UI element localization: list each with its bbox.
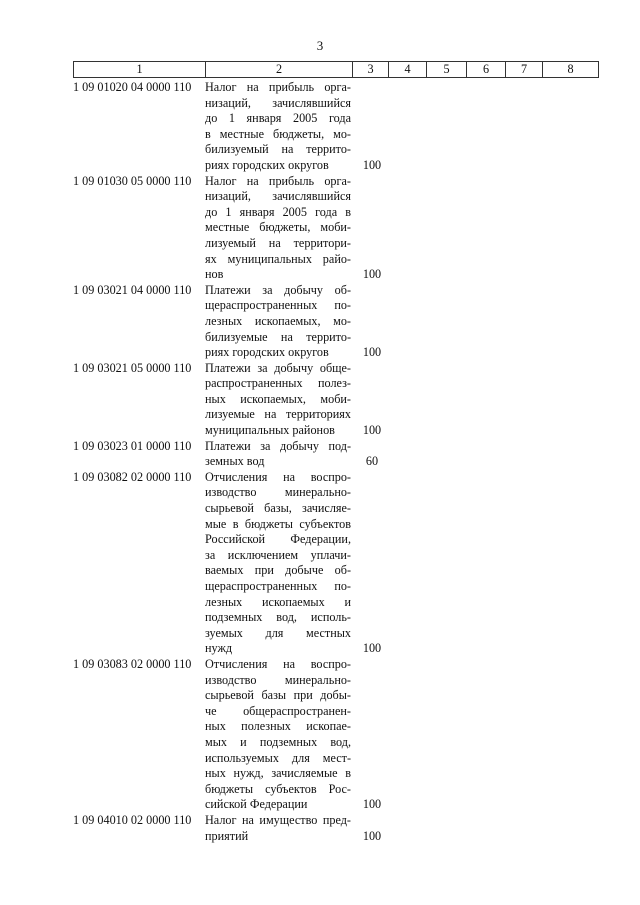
description-line: билизуемый на террито-: [205, 142, 351, 157]
description-line: Отчисления на воспро-: [205, 469, 351, 484]
description-line: щераспространенных по-: [205, 579, 351, 593]
norm-value: [351, 470, 390, 657]
income-description: [205, 174, 351, 283]
col-header-2: 2: [206, 62, 353, 78]
budget-code: 1 09 03021 04 0000 110: [73, 282, 192, 297]
col-header-1: 1: [74, 62, 206, 78]
table-row: [73, 813, 598, 844]
description-line: щераспространенных по-: [205, 298, 351, 313]
description-line: ваемых при добыче об-: [205, 563, 351, 578]
description-line: Налог на прибыль орга-: [205, 173, 351, 188]
budget-code: 1 09 04010 02 0000 110: [73, 812, 192, 827]
col-header-3: 3: [353, 62, 389, 78]
income-description: [205, 361, 351, 439]
description-line: Российской Федерации,: [205, 532, 351, 547]
description-line: за исключением уплачи-: [205, 547, 351, 562]
norm-value: [351, 283, 390, 361]
norm-value-text: 100: [362, 157, 382, 172]
description-line: ных полезных ископае-: [205, 719, 351, 734]
norm-value: [351, 361, 390, 439]
description-line: лезных ископаемых, мо-: [205, 313, 351, 328]
income-description: [205, 439, 351, 470]
description-line: Отчисления на воспро-: [205, 656, 351, 671]
description-line: распространенных полез-: [205, 376, 351, 391]
description-line: мых и подземных вод,: [205, 734, 351, 749]
norm-value: [351, 174, 390, 283]
description-line: билизуемые на террито-: [205, 329, 351, 344]
col-header-6: 6: [467, 62, 506, 78]
table-header: [73, 61, 599, 78]
description-line: Платежи за добычу под-: [205, 438, 351, 453]
col-header-7: 7: [506, 62, 543, 78]
norm-value-text: 100: [362, 797, 382, 812]
description-line: ных нужд, зачисляемые в: [205, 766, 351, 781]
description-line: муниципальных районов: [205, 423, 335, 438]
description-line: Платежи за добычу обще-: [205, 360, 351, 375]
budget-code: 1 09 03021 05 0000 110: [73, 360, 192, 375]
description-line: лезных ископаемых и: [205, 594, 351, 609]
description-line: че общераспространен-: [205, 703, 351, 718]
income-description: [205, 657, 351, 813]
table-row: [73, 283, 598, 361]
table-row: [73, 439, 598, 470]
norm-value: [351, 80, 390, 174]
description-line: местные бюджеты, моби-: [205, 220, 351, 235]
description-line: риях городских округов: [205, 157, 329, 172]
col-header-8: 8: [543, 62, 599, 78]
budget-code: 1 09 01020 04 0000 110: [73, 80, 192, 94]
norm-value-text: 100: [362, 345, 382, 360]
col-header-5: 5: [427, 62, 467, 78]
description-line: до 1 января 2005 года: [205, 111, 351, 126]
description-line: до 1 января 2005 года в: [205, 204, 351, 219]
income-description: [205, 470, 351, 657]
description-line: изводство минерально-: [205, 672, 351, 687]
description-line: лизуемые на территориях: [205, 407, 351, 422]
description-line: бюджеты субъектов Рос-: [205, 781, 351, 796]
description-line: приятий: [205, 828, 249, 843]
description-line: мые в бюджеты субъектов: [205, 516, 351, 531]
description-line: низаций, зачислявшийся: [205, 189, 351, 204]
description-line: подземных вод, исполь-: [205, 610, 351, 625]
page-number: 3: [316, 38, 324, 53]
budget-code: 1 09 01030 05 0000 110: [73, 173, 192, 188]
norm-value-text: 100: [362, 423, 382, 438]
norm-value: [351, 439, 390, 470]
table-body: [73, 80, 598, 844]
description-line: используемых для мест-: [205, 750, 351, 765]
description-line: изводство минерально-: [205, 485, 351, 500]
table-row: [73, 657, 598, 813]
description-line: Налог на прибыль орга-: [205, 80, 351, 94]
description-line: ях муниципальных райо-: [205, 251, 351, 266]
norm-value-text: 60: [365, 454, 379, 469]
description-line: низаций, зачислявшийся: [205, 95, 351, 110]
description-line: Платежи за добычу об-: [205, 282, 351, 297]
budget-code: 1 09 03023 01 0000 110: [73, 438, 192, 453]
budget-code: 1 09 03083 02 0000 110: [73, 656, 192, 671]
table-row: [73, 470, 598, 657]
norm-value: [351, 813, 390, 844]
description-line: нов: [205, 267, 224, 282]
description-line: риях городских округов: [205, 345, 329, 360]
income-description: [205, 283, 351, 361]
description-line: ных ископаемых, моби-: [205, 391, 351, 406]
norm-value-text: 100: [362, 641, 382, 656]
description-line: зуемых для местных: [205, 625, 351, 640]
description-line: в местные бюджеты, мо-: [205, 126, 351, 141]
description-line: лизуемый на территори-: [205, 235, 351, 250]
table-row: [73, 361, 598, 439]
description-line: нужд: [205, 641, 233, 656]
description-line: сырьевой базы, зачисляе-: [205, 501, 351, 516]
income-description: [205, 80, 351, 174]
norm-value-text: 100: [362, 828, 382, 843]
description-line: сийской Федерации: [205, 797, 308, 812]
col-header-4: 4: [389, 62, 427, 78]
table-row: [73, 174, 598, 283]
table-row: [73, 80, 598, 174]
description-line: сырьевой базы при добы-: [205, 688, 351, 703]
norm-value: [351, 657, 390, 813]
norm-value-text: 100: [362, 267, 382, 282]
description-line: Налог на имущество пред-: [205, 812, 351, 827]
budget-code: 1 09 03082 02 0000 110: [73, 469, 192, 484]
income-description: [205, 813, 351, 844]
description-line: земных вод: [205, 454, 265, 469]
